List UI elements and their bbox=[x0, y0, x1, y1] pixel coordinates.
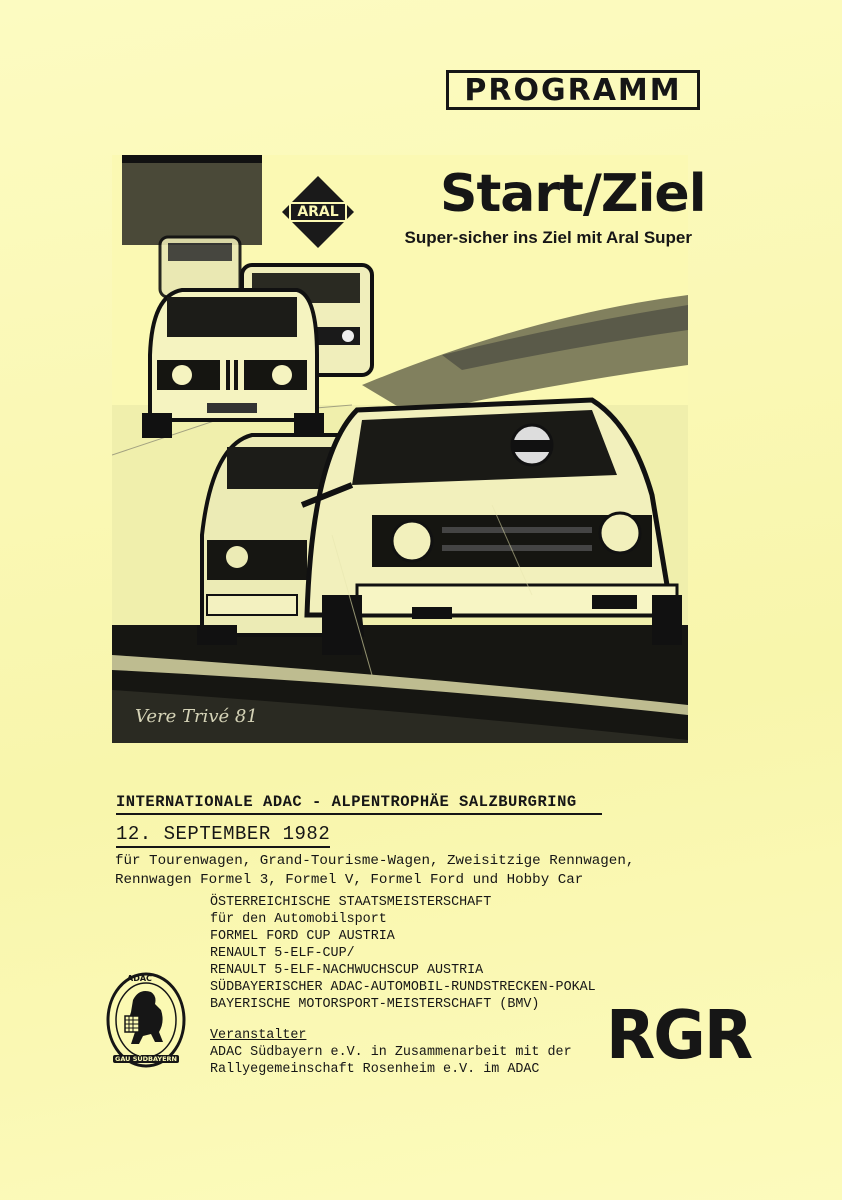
championship-item: FORMEL FORD CUP AUSTRIA bbox=[210, 929, 395, 944]
seal-top-text: ADAC bbox=[127, 974, 152, 983]
championship-item: RENAULT 5-ELF-NACHWUCHSCUP AUSTRIA bbox=[210, 963, 484, 978]
programm-title: PROGRAMM bbox=[464, 72, 682, 108]
championship-item: RENAULT 5-ELF-CUP/ bbox=[210, 946, 355, 961]
adac-seal bbox=[105, 970, 187, 1070]
classes-line: Rennwagen Formel 3, Formel V, Formel Ford und Hobby Car bbox=[115, 872, 584, 888]
headline: Start/Ziel bbox=[440, 164, 706, 224]
aral-logo bbox=[280, 174, 356, 250]
championship-item: ÖSTERREICHISCHE STAATSMEISTERSCHAFT bbox=[210, 895, 492, 910]
car-front-ford bbox=[302, 400, 682, 655]
aral-logo-text: ARAL bbox=[297, 204, 339, 220]
organizer-line: ADAC Südbayern e.V. in Zusammenarbeit mit der bbox=[210, 1045, 572, 1060]
championships-list bbox=[210, 894, 596, 1013]
championship-item: für den Automobilsport bbox=[210, 912, 387, 927]
event-date: 12. SEPTEMBER 1982 bbox=[116, 823, 330, 848]
race-classes bbox=[115, 852, 675, 890]
organizer-label: Veranstalter bbox=[210, 1028, 307, 1043]
rgr-logo: RGR bbox=[606, 997, 752, 1075]
event-title: INTERNATIONALE ADAC - ALPENTROPHÄE SALZBURGRING bbox=[116, 793, 602, 815]
organizer-line: Rallyegemeinschaft Rosenheim e.V. im ADAC bbox=[210, 1062, 540, 1077]
artist-signature: Vere Trivé 81 bbox=[135, 706, 258, 727]
classes-line: für Tourenwagen, Grand-Tourisme-Wagen, Zweisitzige Rennwagen, bbox=[115, 853, 635, 869]
car-bmw bbox=[142, 290, 324, 438]
organizer-block bbox=[210, 1027, 572, 1078]
seal-bottom-text: GAU SÜDBAYERN bbox=[114, 1055, 178, 1063]
tagline: Super-sicher ins Ziel mit Aral Super bbox=[404, 228, 692, 247]
championship-item: SÜDBAYERISCHER ADAC-AUTOMOBIL-RUNDSTRECKEN-POKAL bbox=[210, 980, 596, 995]
programm-header bbox=[446, 70, 700, 110]
championship-item: BAYERISCHE MOTORSPORT-MEISTERSCHAFT (BMV) bbox=[210, 997, 540, 1012]
